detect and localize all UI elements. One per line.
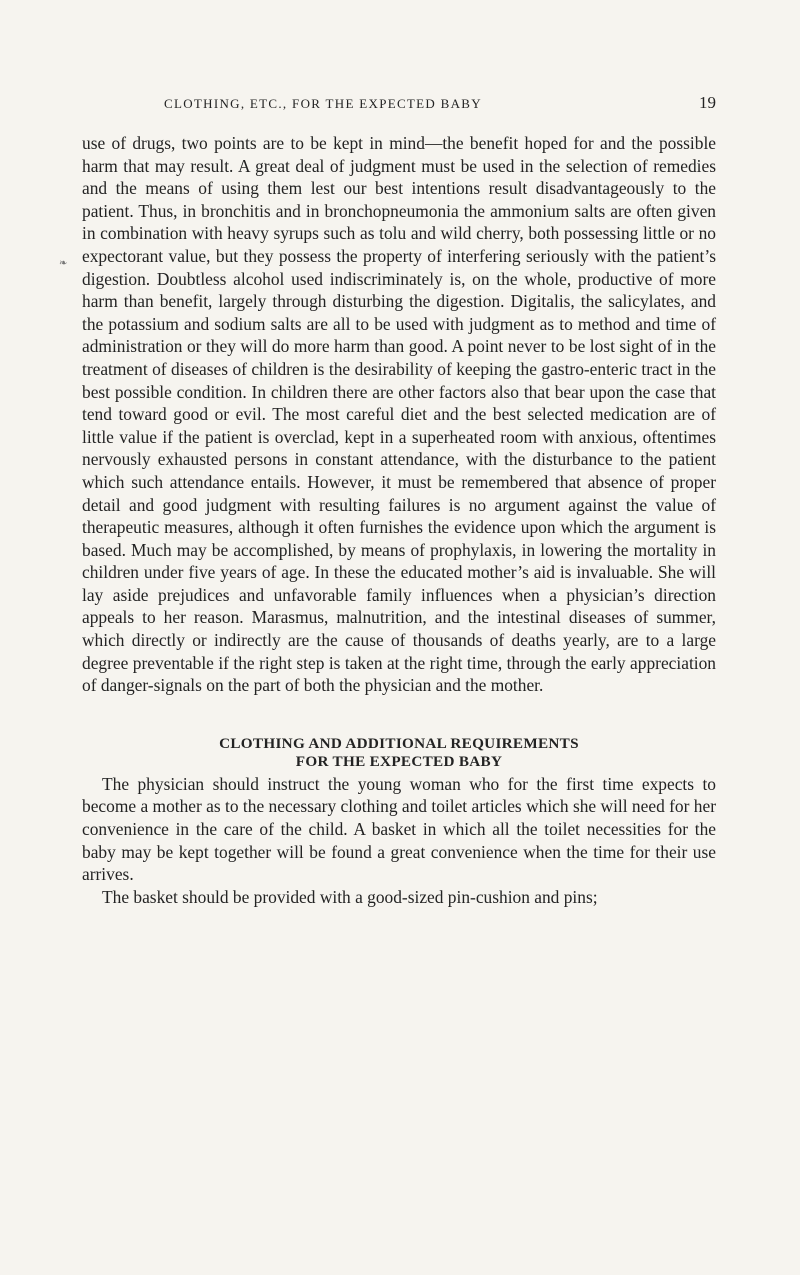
section-paragraph-1: The physician should instruct the young woman who for the first time expects to become a mother as to the necessary clothing and toilet articles which she will need for her convenience in the care of the child. A basket in which all the toilet necessities for the baby may be kept together will be found a great convenience when the time for their use arrives.: [82, 773, 716, 885]
page-content: [82, 132, 716, 908]
section-body: [82, 773, 716, 909]
opening-paragraph: use of drugs, two points are to be kept in mind—the benefit hoped for and the possible harm that may result. A great deal of judgment must be used in the selection of remedies and the means of using them lest our best intentions result disadvantageously to the patient. Thus, in bronchitis and in bronchopneumonia the ammonium salts are often given in combination with heavy syrups such as tolu and wild cherry, both possessing little or no expectorant value, but they possess the property of interfering seriously with the patient’s digestion. Doubtless alcohol used indiscriminately is, on the whole, productive of more harm than benefit, largely through disturbing the digestion. Digitalis, the salicylates, and the potassium and sodium salts are all to be used with judgment as to method and time of administration or they will do more harm than good. A point never to be lost sight of in the treatment of diseases of children is the desirability of keeping the gastro-enteric tract in the best possible condition. In children there are other factors also that bear upon the case that tend toward good or evil. The most careful diet and the best selected medication are of little value if the patient is overclad, kept in a superheated room with anxious, oftentimes nervously exhausted persons in constant attendance, with the disturbance to the patient which such attendance entails. However, it must be remembered that absence of proper detail and good judgment with resulting failures is no argument against the value of therapeutic measures, although it often furnishes the evidence upon which the argument is based. Much may be accomplished, by means of prophylaxis, in lowering the mortality in children under five years of age. In these the educated mother’s aid is invaluable. She will lay aside prejudices and unfavorable family influences when a physician’s direction appeals to her reason. Marasmus, malnutrition, and the intestinal diseases of summer, which directly or indirectly are the cause of thousands of deaths yearly, are to a large degree preventable if the right step is taken at the right time, through the early appreciation of danger-signals on the part of both the physician and the mother.: [82, 133, 716, 696]
running-title: CLOTHING, ETC., FOR THE EXPECTED BABY: [164, 96, 482, 111]
page-number: 19: [699, 93, 716, 112]
section-paragraph-2: The basket should be provided with a good-sized pin-cushion and pins;: [102, 886, 598, 907]
section-title-line-1: CLOTHING AND ADDITIONAL REQUIREMENTS: [219, 734, 579, 752]
running-header: [82, 93, 716, 132]
section-title-line-2: FOR THE EXPECTED BABY: [295, 752, 503, 770]
section-title: [82, 735, 716, 771]
margin-mark: ❧: [59, 258, 68, 269]
book-page: [82, 93, 716, 908]
